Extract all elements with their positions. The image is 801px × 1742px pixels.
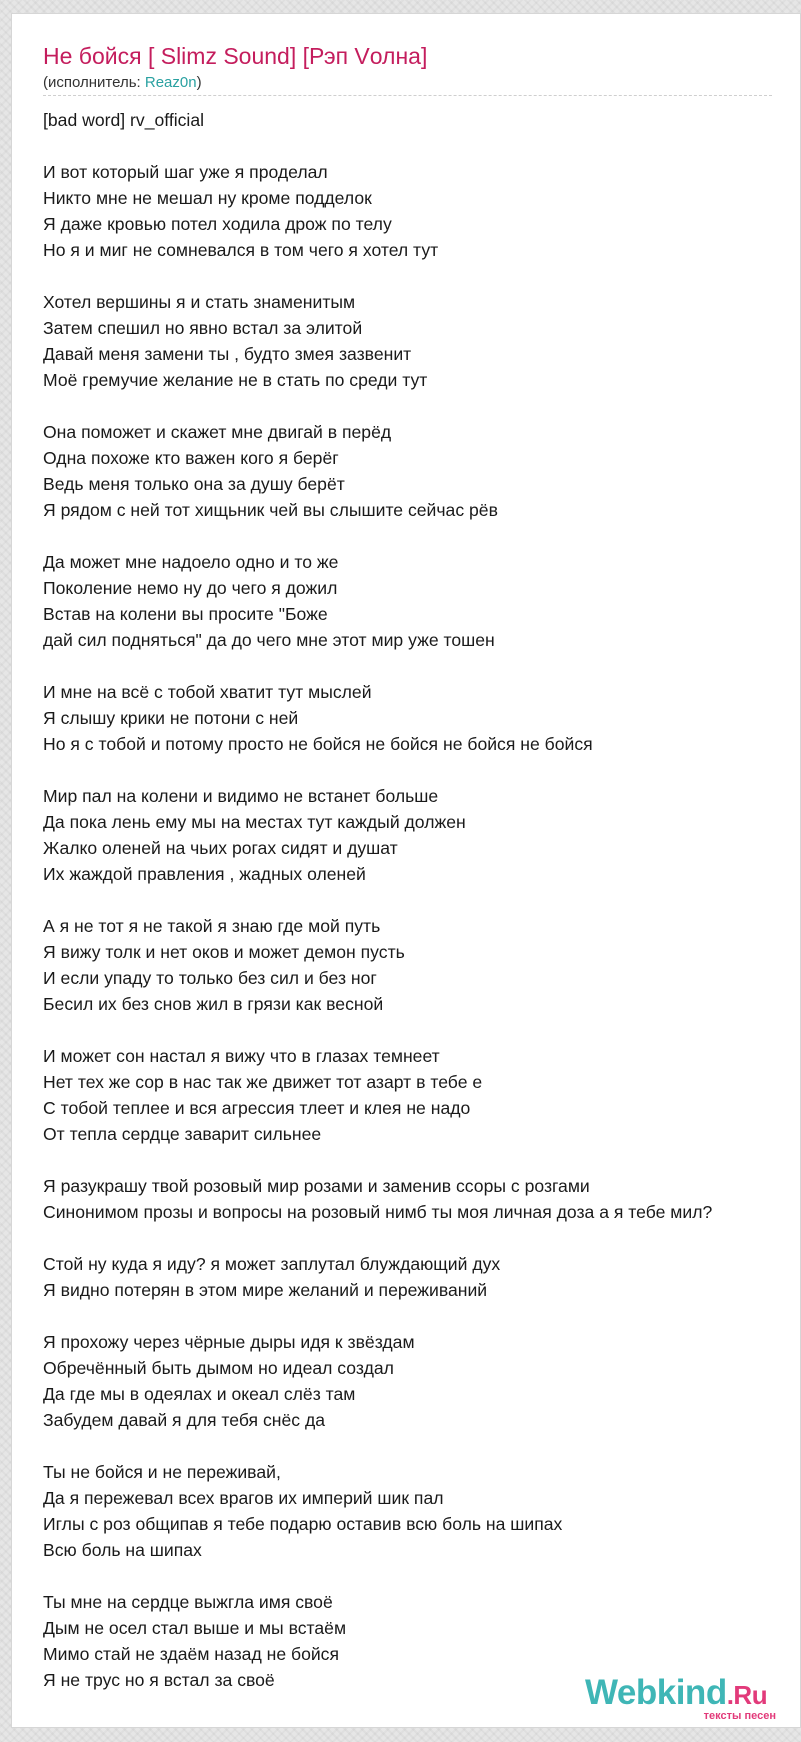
lyrics-line: И может сон настал я вижу что в глазах темнеет (43, 1046, 440, 1066)
lyrics-line: И если упаду то только без сил и без ног (43, 968, 377, 988)
lyrics-stanza (43, 419, 801, 523)
lyrics-line: От тепла сердце заварит сильнее (43, 1124, 322, 1144)
lyrics-stanza (43, 1459, 801, 1563)
lyrics-line: И вот который шаг уже я проделал (43, 162, 328, 182)
artist-line (43, 74, 202, 91)
logo-main-text: Webkind (585, 1673, 727, 1712)
lyrics-line: И мне на всё с тобой хватит тут мыслей (43, 682, 372, 702)
lyrics-line: Дым не осел стал выше и мы встаём (43, 1618, 347, 1638)
lyrics-line: Я даже кровью потел ходила дрож по телу (43, 214, 392, 234)
lyrics-line: Да пока лень ему мы на местах тут каждый должен (43, 812, 466, 832)
lyrics-stanza (43, 679, 801, 757)
song-title: Не бойся [ Slimz Sound] [Рэп Vолна] (43, 43, 428, 69)
lyrics-line: Я видно потерян в этом мире желаний и переживаний (43, 1280, 488, 1300)
lyrics-line: Я не трус но я встал за своё (43, 1670, 275, 1690)
lyrics-line: Бесил их без снов жил в грязи как весной (43, 994, 384, 1014)
lyrics-line: Но я и миг не сомневался в том чего я хотел тут (43, 240, 439, 260)
lyrics-stanza (43, 1173, 801, 1225)
lyrics-line: Никто мне не мешал ну кроме подделок (43, 188, 372, 208)
lyrics-stanza (43, 1329, 801, 1433)
lyrics-line: Забудем давай я для тебя снёс да (43, 1410, 325, 1430)
artist-link[interactable]: Reaz0n (144, 74, 197, 91)
site-logo[interactable] (585, 1674, 790, 1722)
artist-suffix: ) (196, 74, 202, 91)
lyrics-line: Ты мне на сердце выжгла имя своё (43, 1592, 333, 1612)
lyrics-line: Я рядом с ней тот хищьник чей вы слышите сейчас рёв (43, 500, 498, 520)
lyrics-line: Поколение немо ну до чего я дожил (43, 578, 338, 598)
lyrics-line: Мир пал на колени и видимо не встанет больше (43, 786, 439, 806)
lyrics-line: Хотел вершины я и стать знаменитым (43, 292, 356, 312)
lyrics-line: Одна похоже кто важен кого я берёг (43, 448, 339, 468)
lyrics-line: Да я пережевал всех врагов их империй шик пал (43, 1488, 444, 1508)
lyrics-line: Я вижу толк и нет оков и может демон пусть (43, 942, 405, 962)
lyrics-line: Я слышу крики не потони с ней (43, 708, 299, 728)
lyrics-stanza (43, 289, 801, 393)
logo-tld: .Ru (726, 1680, 768, 1710)
lyrics-line: Нет тех же сор в нас так же движет тот азарт в тебе е (43, 1072, 483, 1092)
artist-prefix: (исполнитель: (43, 74, 145, 91)
lyrics-line: Иглы с роз общипав я тебе подарю оставив всю боль на шипах (43, 1514, 563, 1534)
lyrics-line: Она поможет и скажет мне двигай в перёд (43, 422, 392, 442)
lyrics-stanza (43, 1251, 801, 1303)
lyrics-line: Давай меня замени ты , будто змея зазвенит (43, 344, 412, 364)
lyrics-line: Да может мне надоело одно и то же (43, 552, 339, 572)
lyrics-line: Ведь меня только она за душу берёт (43, 474, 345, 494)
lyrics-line: дай сил подняться" да до чего мне этот мир уже тошен (43, 630, 495, 650)
lyrics-stanza (43, 107, 801, 133)
lyrics-line: Затем спешил но явно встал за элитой (43, 318, 363, 338)
lyrics-stanza (43, 1043, 801, 1147)
title-divider (43, 95, 772, 96)
lyrics-stanza (43, 783, 801, 887)
lyrics-line: Моё гремучие желание не в стать по среди тут (43, 370, 428, 390)
lyrics-line: Ты не бойся и не переживай, (43, 1462, 281, 1482)
lyrics-line: Их жаждой правления , жадных оленей (43, 864, 366, 884)
lyrics-line: Да где мы в одеялах и океал слёз там (43, 1384, 356, 1404)
lyrics-line: Стой ну куда я иду? я может заплутал блуждающий дух (43, 1254, 501, 1274)
lyrics-line: Встав на колени вы просите "Боже (43, 604, 328, 624)
lyrics-stanza (43, 549, 801, 653)
lyrics-line: А я не тот я не такой я знаю где мой путь (43, 916, 381, 936)
logo-wordmark (585, 1674, 767, 1714)
lyrics-page (11, 13, 801, 1728)
logo-tagline: тексты песен (703, 1710, 776, 1722)
lyrics-line: Я разукрашу твой розовый мир розами и заменив ссоры с розгами (43, 1176, 590, 1196)
lyrics-stanza (43, 159, 801, 263)
lyrics-line: Но я с тобой и потому просто не бойся не бойся не бойся не бойся (43, 734, 593, 754)
lyrics-line: Мимо стай не здаём назад не бойся (43, 1644, 340, 1664)
lyrics-line: Жалко оленей на чьих рогах сидят и душат (43, 838, 398, 858)
lyrics-line: [bad word] rv_official (43, 110, 205, 130)
lyrics-line: Обречённый быть дымом но идеал создал (43, 1358, 394, 1378)
lyrics-line: Синонимом прозы и вопросы на розовый нимб ты моя личная доза а я тебе мил? (43, 1202, 713, 1222)
lyrics-line: Всю боль на шипах (43, 1540, 202, 1560)
lyrics-line: С тобой теплее и вся агрессия тлеет и клея не надо (43, 1098, 471, 1118)
lyrics-stanza (43, 913, 801, 1017)
lyrics-text (43, 107, 801, 1719)
lyrics-line: Я прохожу через чёрные дыры идя к звёздам (43, 1332, 415, 1352)
